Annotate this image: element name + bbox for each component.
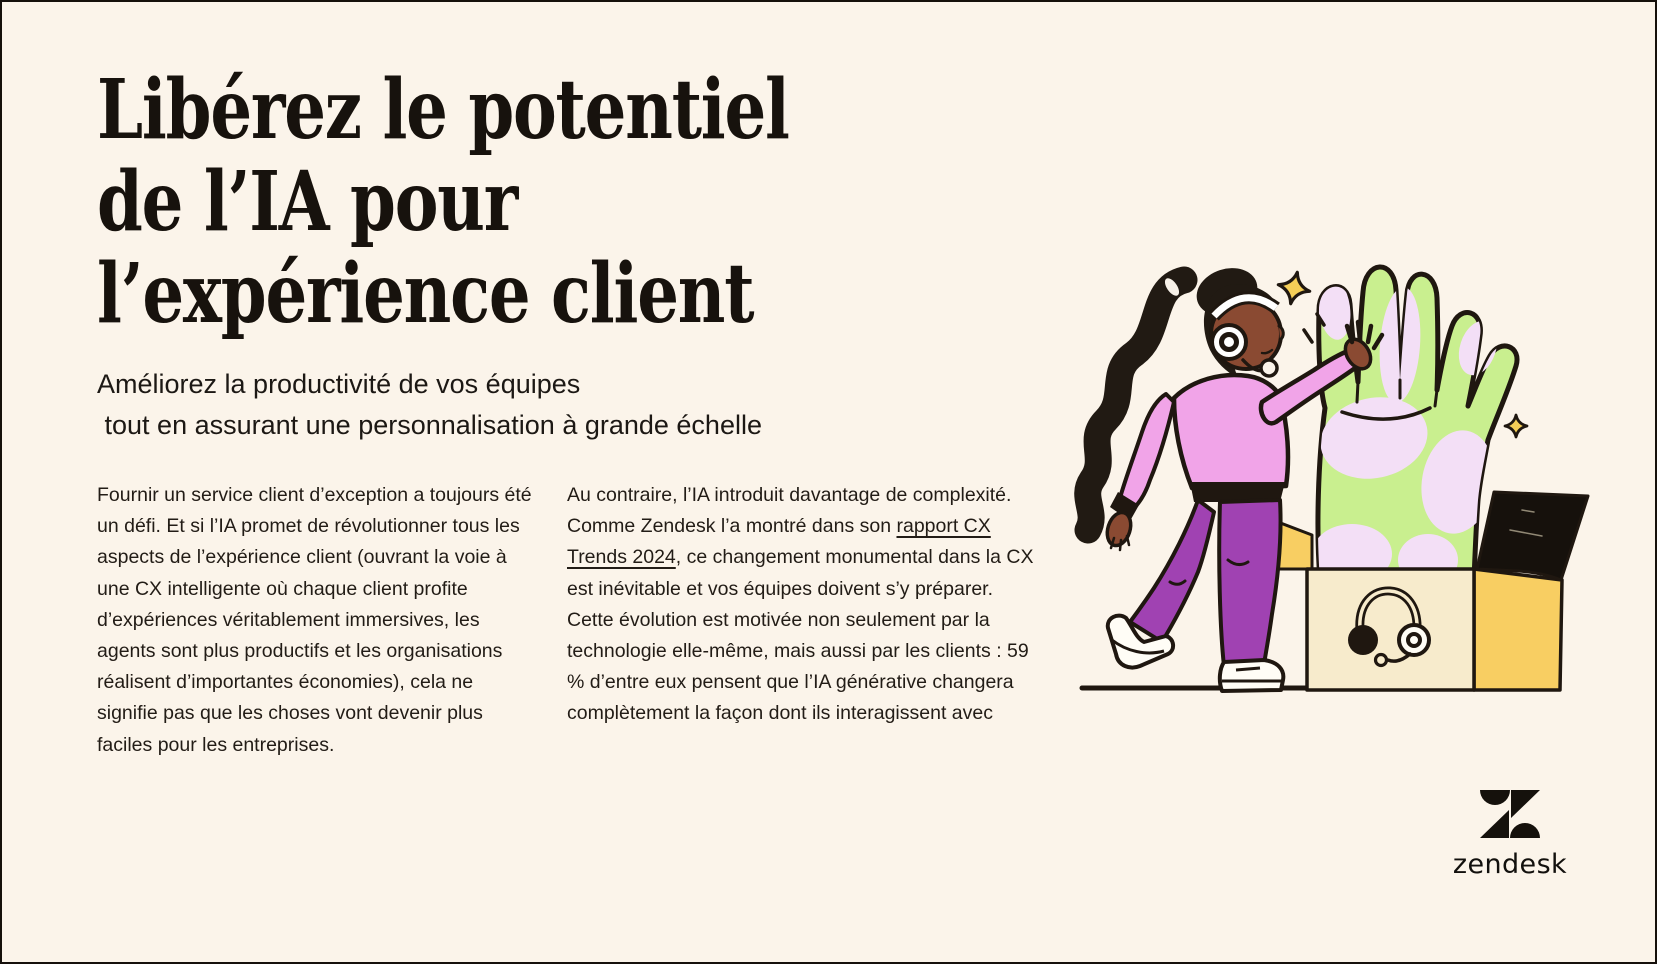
hero-illustration: [1022, 230, 1597, 700]
cx-trends-report-link[interactable]: rapport CX Trends 2024: [567, 515, 991, 569]
subtitle-line-1: Améliorez la productivité de vos équipes: [97, 369, 581, 399]
paragraph-1: Fournir un service client d’exception a toujours été un défi. Et si l’IA promet de révolutionner tous les aspects de l’expérience client (ouvrant la voie à une CX intelligente où chaque client profite d’expériences véritablement immersives, les agents sont plus productifs et les organisations réalisent d’importantes économies), cela ne signifie pas que les choses vont devenir plus faciles pour les entreprises.: [97, 484, 532, 756]
pink-sweater: [1174, 375, 1288, 488]
title-line-2: de l’IA pour: [97, 154, 518, 250]
box-side: [1474, 569, 1562, 690]
zendesk-logo-mark: [1479, 788, 1541, 840]
paragraph-2-after-link: , ce changement monumental dans la CX est inévitable et vos équipes doivent s’y préparer. Cette évolution est motivée non seulement par la technologie elle-même, mais aussi par les clients : 59 % d’entre eux pensent que l’IA générative changera complètement la façon dont ils interagissent avec: [567, 546, 1034, 725]
zendesk-wordmark: zendesk: [1452, 849, 1568, 880]
zendesk-logo[interactable]: [1442, 788, 1578, 880]
paragraph-2: [567, 480, 1035, 730]
title-line-1: Libérez le potentiel: [97, 62, 789, 158]
page-subtitle: [97, 364, 762, 446]
subtitle-line-2: tout en assurant une personnalisation à grande échelle: [97, 410, 762, 440]
page-title: [97, 64, 789, 340]
body-column-1: [97, 480, 537, 761]
paragraph-2-before-link: Au contraire, l’IA introduit davantage de complexité. Comme Zendesk l’a montré dans son: [567, 484, 1012, 538]
box-black-flap: [1477, 492, 1588, 580]
body-column-2: [567, 480, 1035, 730]
title-line-3: l’expérience client: [97, 246, 754, 342]
